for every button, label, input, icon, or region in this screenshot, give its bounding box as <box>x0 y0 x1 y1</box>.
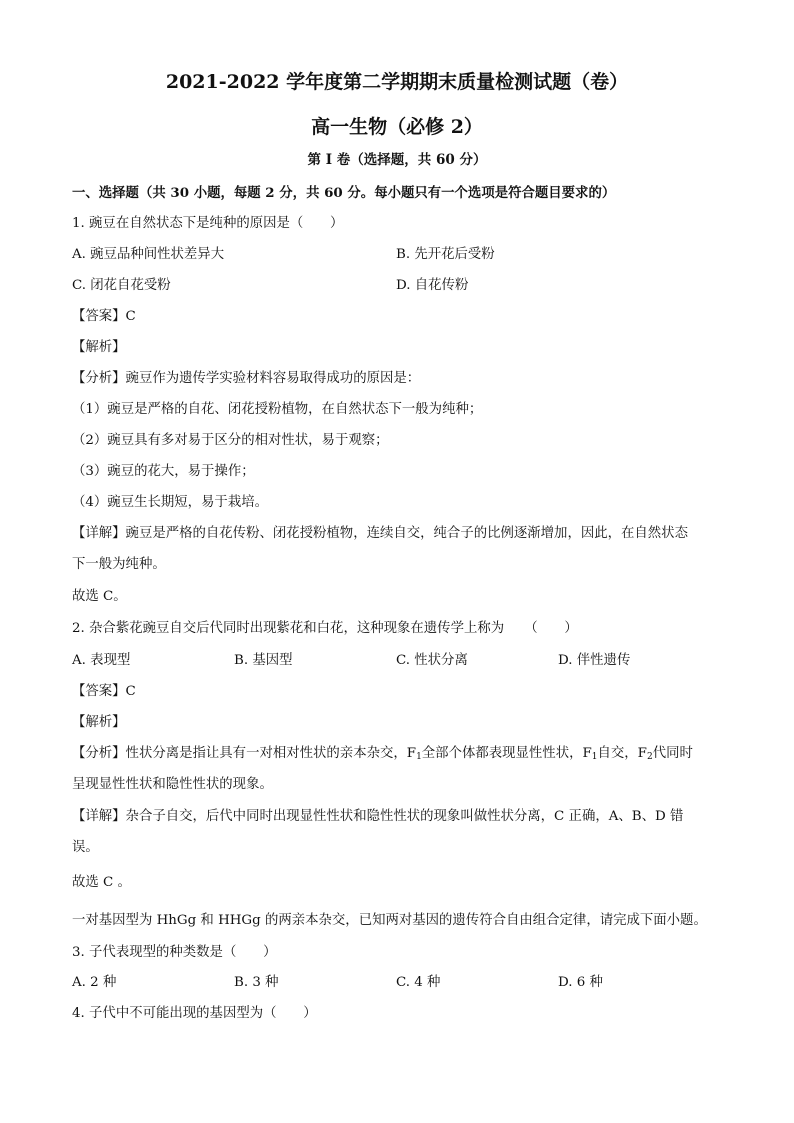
q1-conclusion: 故选 C。 <box>72 589 127 604</box>
q1-option-a: A. 豌豆品种间性状差异大 <box>72 247 225 262</box>
q2-analysis-d: 代同时 <box>652 746 693 761</box>
q3-stem: 3. 子代表现型的种类数是（ ） <box>72 945 277 960</box>
q2-analysis-label: 【解析】 <box>72 715 126 730</box>
q1-option-d: D. 自花传粉 <box>396 278 469 293</box>
q4-stem: 4. 子代中不可能出现的基因型为（ ） <box>72 1006 317 1021</box>
q1-stem: 1. 豌豆在自然状态下是纯种的原因是（ ） <box>72 216 344 231</box>
f2-subscript: 2 <box>646 752 653 762</box>
q2-analysis-line2: 呈现显性性状和隐性性状的现象。 <box>72 777 273 792</box>
q2-detail-line2: 误。 <box>72 840 99 855</box>
q2-analysis-c: 自交，F <box>597 746 647 761</box>
f1-subscript: 1 <box>416 752 422 762</box>
exam-part-heading: 第 I 卷（选择题，共 60 分） <box>307 152 487 168</box>
q2-answer: 【答案】C <box>72 684 136 699</box>
section-heading: 一、选择题（共 30 小题，每题 2 分，共 60 分。每小题只有一个选项是符合题目要求的） <box>72 185 616 201</box>
q1-option-c: C. 闭花自花受粉 <box>72 278 171 293</box>
q3-option-a: A. 2 种 <box>72 975 117 990</box>
q2-option-d: D. 伴性遗传 <box>558 653 631 668</box>
q2-stem: 2. 杂合紫花豌豆自交后代同时出现紫花和白花，这种现象在遗传学上称为 （ ） <box>72 621 578 636</box>
q3-option-b: B. 3 种 <box>234 975 279 990</box>
q2-analysis-line1 <box>72 744 734 767</box>
q1-point-2: （2）豌豆具有多对易于区分的相对性状，易于观察； <box>72 433 389 448</box>
q2-analysis-a: 【分析】性状分离是指让具有一对相对性状的亲本杂交，F <box>72 746 417 761</box>
q1-point-3: （3）豌豆的花大，易于操作； <box>72 464 255 479</box>
q2-analysis-b: 全部个体都表现显性性状，F <box>421 746 592 761</box>
q1-detail-line1: 【详解】豌豆是严格的自花传粉、闭花授粉植物，连续自交，纯合子的比例逐渐增加，因此，在自然状态 <box>72 526 688 541</box>
q2-option-b: B. 基因型 <box>234 653 293 668</box>
q1-answer: 【答案】C <box>72 309 136 324</box>
exam-subtitle: 高一生物（必修 2） <box>311 116 483 138</box>
f1-subscript: 1 <box>591 752 598 762</box>
q1-analysis-label: 【解析】 <box>72 340 126 355</box>
q3-option-c: C. 4 种 <box>396 975 441 990</box>
q1-point-1: （1）豌豆是严格的自花、闭花授粉植物，在自然状态下一般为纯种； <box>72 402 483 417</box>
q2-detail-line1: 【详解】杂合子自交，后代中同时出现显性性状和隐性性状的现象叫做性状分离，C 正确，A、B、D 错 <box>72 809 684 824</box>
exam-title: 2021-2022 学年度第二学期期末质量检测试题（卷） <box>165 71 629 93</box>
q1-analysis: 【分析】豌豆作为遗传学实验材料容易取得成功的原因是： <box>72 371 421 386</box>
q1-point-4: （4）豌豆生长期短，易于栽培。 <box>72 495 268 510</box>
group-intro: 一对基因型为 HhGg 和 HHGg 的两亲本杂交，已知两对基因的遗传符合自由组合定律，请完成下面小题。 <box>72 913 707 928</box>
q2-option-a: A. 表现型 <box>72 653 131 668</box>
q1-detail-line2: 下一般为纯种。 <box>72 557 166 572</box>
q2-conclusion: 故选 C 。 <box>72 875 131 890</box>
q1-option-b: B. 先开花后受粉 <box>396 247 495 262</box>
q3-option-d: D. 6 种 <box>558 975 603 990</box>
q2-option-c: C. 性状分离 <box>396 653 468 668</box>
